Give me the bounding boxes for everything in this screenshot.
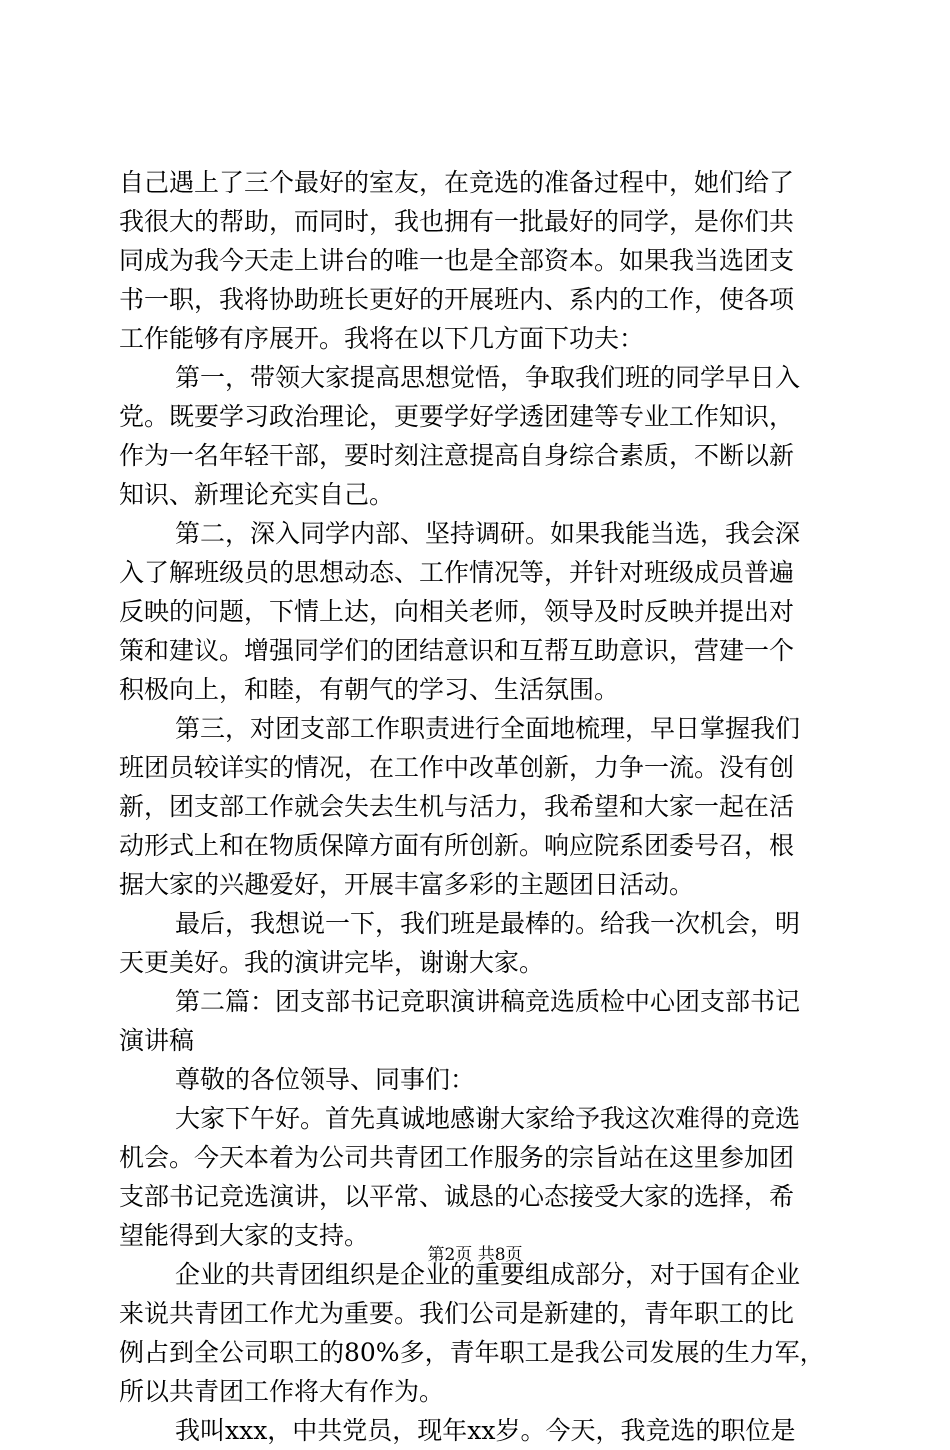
paragraph-first-line: 我叫xxx，中共党员，现年xx岁。今天，我竞选的职位是: [175, 1416, 796, 1445]
text-line: 来说共青团工作尤为重要。我们公司是新建的，青年职工的比: [119, 1299, 795, 1328]
text-line: 新，团支部工作就会失去生机与活力，我希望和大家一起在活: [119, 792, 795, 821]
text-line: 机会。今天本着为公司共青团工作服务的宗旨站在这里参加团: [119, 1143, 795, 1172]
text-line: 同成为我今天走上讲台的唯一也是全部资本。如果我当选团支: [119, 246, 795, 275]
text-line: 书一职，我将协助班长更好的开展班内、系内的工作，使各项: [119, 285, 795, 314]
page-indicator: 第2页 共8页: [427, 1245, 523, 1265]
text-line: 班团员较详实的情况，在工作中改革创新，力争一流。没有创: [119, 753, 795, 782]
salutation: 尊敬的各位领导、同事们：: [175, 1065, 476, 1094]
section-heading: 第二篇：团支部书记竞职演讲稿竞选质检中心团支部书记: [175, 987, 801, 1016]
text-line: 策和建议。增强同学们的团结意识和互帮互助意识，营建一个: [119, 636, 795, 665]
text-line: 望能得到大家的支持。: [119, 1221, 370, 1250]
paragraph-first-line: 第二，深入同学内部、坚持调研。如果我能当选，我会深: [175, 519, 801, 548]
section-heading-continuation: 演讲稿: [119, 1026, 195, 1055]
paragraph-first-line: 企业的共青团组织是企业的重要组成部分，对于国有企业: [175, 1260, 801, 1289]
text-line: 动形式上和在物质保障方面有所创新。响应院系团委号召，根: [119, 831, 795, 860]
text-line: 所以共青团工作将大有作为。: [119, 1377, 445, 1406]
text-line: 作为一名年轻干部，要时刻注意提高自身综合素质，不断以新: [119, 441, 795, 470]
paragraph-first-line: 第一，带领大家提高思想觉悟，争取我们班的同学早日入: [175, 363, 801, 392]
text-line: 支部书记竞选演讲，以平常、诚恳的心态接受大家的选择，希: [119, 1182, 795, 1211]
text-line: 积极向上，和睦，有朝气的学习、生活氛围。: [119, 675, 620, 704]
text-line: 自己遇上了三个最好的室友，在竞选的准备过程中，她们给了: [119, 168, 795, 197]
text-line: 工作能够有序展开。我将在以下几方面下功夫：: [119, 324, 645, 353]
text-line: 天更美好。我的演讲完毕，谢谢大家。: [119, 948, 545, 977]
paragraph-first-line: 第三，对团支部工作职责进行全面地梳理，早日掌握我们: [175, 714, 801, 743]
text-line: 知识、新理论充实自己。: [119, 480, 395, 509]
paragraph-first-line: 最后，我想说一下，我们班是最棒的。给我一次机会，明: [175, 909, 801, 938]
text-line: 我很大的帮助，而同时，我也拥有一批最好的同学，是你们共: [119, 207, 795, 236]
text-line: 党。既要学习政治理论，更要学好学透团建等专业工作知识，: [119, 402, 795, 431]
text-line: 例占到全公司职工的80%多，青年职工是我公司发展的生力军，: [119, 1338, 825, 1367]
paragraph-first-line: 大家下午好。首先真诚地感谢大家给予我这次难得的竞选: [175, 1104, 801, 1133]
text-line: 据大家的兴趣爱好，开展丰富多彩的主题团日活动。: [119, 870, 695, 899]
text-line: 入了解班级员的思想动态、工作情况等，并针对班级成员普遍: [119, 558, 795, 587]
text-line: 反映的问题，下情上达，向相关老师，领导及时反映并提出对: [119, 597, 795, 626]
